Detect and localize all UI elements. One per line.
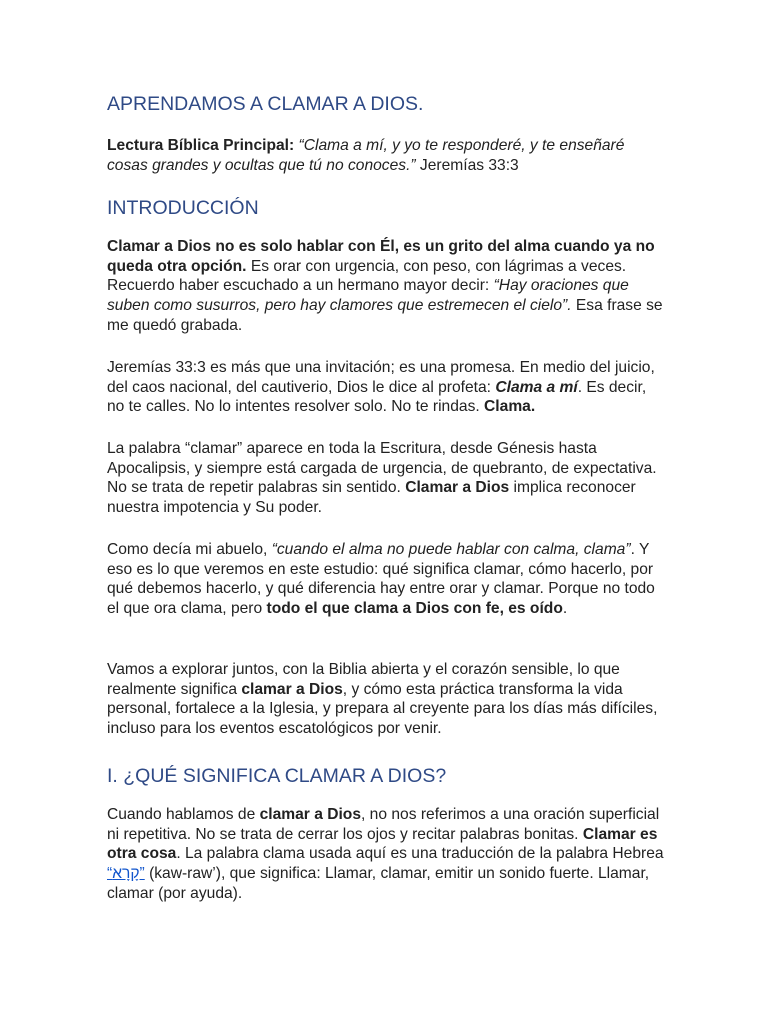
p4-text-3: . <box>562 600 568 618</box>
p6-bold-2: Clamar es otra cosa <box>107 825 658 863</box>
p6-text-3: . La palabra clama usada aquí es una traducción de la palabra Hebrea <box>176 845 664 863</box>
section-1-paragraph-1 <box>107 805 667 904</box>
section-1-heading: I. ¿QUÉ SIGNIFICA CLAMAR A DIOS? <box>107 765 447 787</box>
p6-text-2: , no nos referimos a una oración superficial ni repetitiva. No se trata de cerrar los ojos y recitar palabras bonitas. <box>107 806 660 843</box>
p3-text-2: implica reconocer nuestra impotencia y Su poder. <box>107 479 636 517</box>
p4-italic-quote: “cuando el alma no puede hablar con calma, clama” <box>271 541 631 558</box>
intro-paragraph-4 <box>107 540 667 619</box>
p4-text-1: Como decía mi abuelo, <box>107 541 272 558</box>
p6-bold-1: clamar a Dios <box>259 806 362 823</box>
intro-paragraph-2 <box>107 358 667 417</box>
p1-italic-quote: “Hay oraciones que suben como susurros, pero hay clamores que estremecen el cielo”. <box>107 277 629 315</box>
p4-text-2: . Y eso es lo que veremos en este estudio: qué significa clamar, cómo hacerlo, por qué debemos hacerlo, y qué diferencia hay entre orar y clamar. Porque no todo el que ora clama, pero <box>107 541 655 618</box>
main-reading-paragraph <box>107 136 667 175</box>
p5-text-1: Vamos a explorar juntos, con la Biblia abierta y el corazón sensible, lo que realmente significa <box>107 661 620 698</box>
p1-text-2: Esa frase se me quedó grabada. <box>107 297 663 334</box>
p6-text-4: (kaw-raw’), que significa: Llamar, clamar, emitir un sonido fuerte. Llamar, clamar (por ayuda). <box>107 865 650 902</box>
p1-text-1: Es orar con urgencia, con peso, con lágrimas a veces. Recuerdo haber escuchado a un hermano mayor decir: <box>107 257 627 295</box>
p6-text-1: Cuando hablamos de <box>107 806 260 823</box>
reading-reference: Jeremías 33:3 <box>415 156 519 174</box>
p2-text-2: . Es decir, no te calles. No lo intentes resolver solo. No te rindas. <box>107 378 647 416</box>
intro-paragraph-3 <box>107 439 667 518</box>
hebrew-word-link[interactable]: “קָרָא” <box>107 865 145 883</box>
document-title: APRENDAMOS A CLAMAR A DIOS. <box>107 93 424 115</box>
p2-bold-italic: Clama a mí <box>495 378 578 396</box>
p3-bold: Clamar a Dios <box>405 479 510 497</box>
reading-label: Lectura Bíblica Principal: <box>107 137 295 154</box>
p2-bold: Clama. <box>484 398 536 416</box>
intro-paragraph-5 <box>107 660 667 739</box>
p4-bold: todo el que clama a Dios con fe, es oído <box>266 600 563 618</box>
p2-text-1: Jeremías 33:3 es más que una invitación; es una promesa. En medio del juicio, del caos nacional, del cautiverio, Dios le dice al profeta: <box>107 359 655 396</box>
intro-paragraph-1 <box>107 237 667 336</box>
p5-bold: clamar a Dios <box>241 680 343 698</box>
introduction-heading: INTRODUCCIÓN <box>107 197 259 219</box>
p5-text-2: , y cómo esta práctica transforma la vida personal, fortalece a la Iglesia, y prepara al creyente para los días más difíciles, incluso para los eventos escatológicos por venir. <box>107 680 658 738</box>
p1-bold: Clamar a Dios no es solo hablar con Él, es un grito del alma cuando ya no queda otra opción. <box>107 238 655 275</box>
reading-quote: “Clama a mí, y yo te responderé, y te enseñaré cosas grandes y ocultas que tú no conoces.” <box>107 137 625 174</box>
p3-text-1: La palabra “clamar” aparece en toda la Escritura, desde Génesis hasta Apocalipsis, y siempre está cargada de urgencia, de quebranto, de expectativa. No se trata de repetir palabras sin sentido. <box>107 440 657 497</box>
